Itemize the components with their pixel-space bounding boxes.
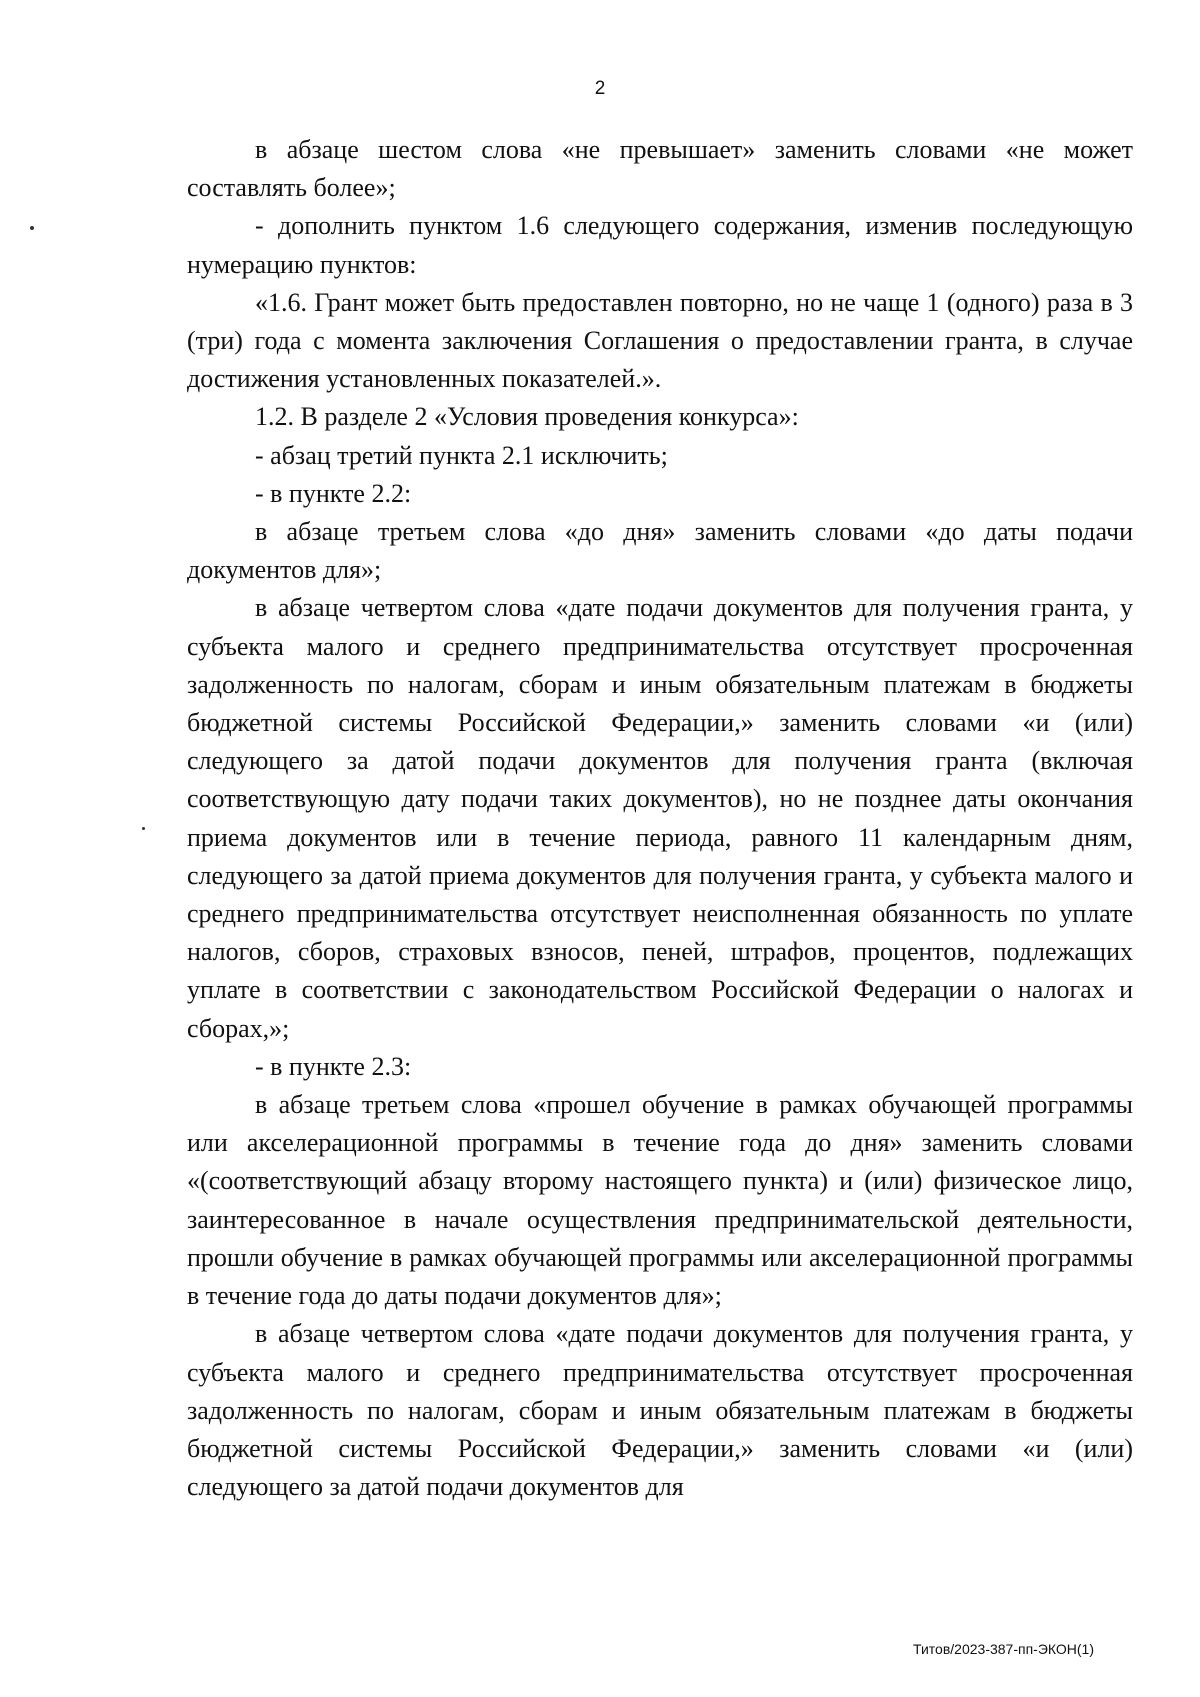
scan-speck (142, 827, 145, 830)
paragraph: - абзац третий пункта 2.1 исключить; (255, 440, 668, 470)
page-number: 2 (594, 78, 606, 99)
paragraph: - дополнить пунктом 1.6 следующего содержания, изменив последующую нумерацию пунктов: (187, 211, 1133, 279)
paragraph: в абзаце третьем слова «до дня» заменить словами «до даты подачи документов для»; (187, 517, 1133, 585)
paragraph: «1.6. Грант может быть предоставлен повторно, но не чаще 1 (одного) раза в 3 (три) года с момента заключения Соглашения о предоставлении гранта, в случае достижения установленных показателей.». (187, 287, 1133, 394)
section-heading: 1.2. В разделе 2 «Условия проведения конкурса»: (255, 402, 799, 432)
scan-speck (30, 226, 34, 230)
paragraph: - в пункте 2.3: (255, 1051, 412, 1081)
paragraph: в абзаце четвертом слова «дате подачи документов для получения гранта, у субъекта малого и среднего предпринимательства отсутствует просроченная задолженность по налогам, сборам и иным обязательным платежам в бюджеты бюджетной системы Российской Федерации,» заменить словами «и (или) следующего за датой подачи документов для (187, 1319, 1133, 1502)
paragraph: в абзаце шестом слова «не превышает» заменить словами «не может составлять более»; (187, 135, 1133, 203)
document-body (187, 131, 1133, 1506)
paragraph: - в пункте 2.2: (255, 478, 412, 508)
paragraph: в абзаце четвертом слова «дате подачи документов для получения гранта, у субъекта малого и среднего предпринимательства отсутствует просроченная задолженность по налогам, сборам и иным обязательным платежам в бюджеты бюджетной системы Российской Федерации,» заменить словами «и (или) следующего за датой подачи документов для получения гранта (включая соответствующую дату подачи таких документов), но не позднее даты окончания приема документов или в течение периода, равного 11 календарным дням, следующего за датой приема документов для получения гранта, у субъекта малого и среднего предпринимательства отсутствует неисполненная обязанность по уплате налогов, сборов, страховых взносов, пеней, штрафов, процентов, подлежащих уплате в соответствии с законодательством Российской Федерации о налогах и сборах,»; (187, 593, 1133, 1043)
document-code: Титов/2023-387-пп-ЭКОН(1) (913, 1641, 1094, 1657)
paragraph: в абзаце третьем слова «прошел обучение в рамках обучающей программы или акселерационной программы в течение года до дня» заменить словами «(соответствующий абзацу второму настоящего пункта) и (или) физическое лицо, заинтересованное в начале осуществления предпринимательской деятельности, прошли обучение в рамках обучающей программы или акселерационной программы в течение года до даты подачи документов для»; (187, 1090, 1133, 1311)
